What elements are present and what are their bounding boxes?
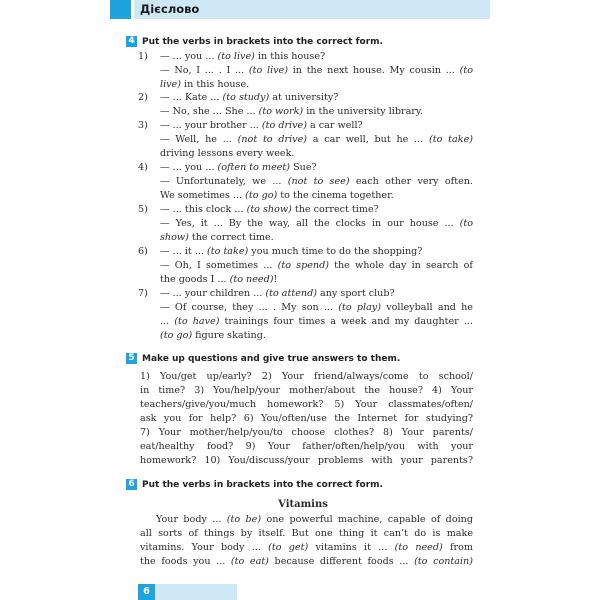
exercise-line: — ... it ... (to take) you much time to do the shopping? bbox=[160, 246, 423, 257]
item-number: 4) bbox=[138, 162, 148, 173]
exercise-4-heading bbox=[126, 36, 383, 47]
item-number: 7) bbox=[138, 288, 148, 299]
page-number: 6 bbox=[138, 584, 155, 600]
item-number: 2) bbox=[138, 92, 148, 103]
item-number: 1) bbox=[138, 51, 148, 62]
exercise-line: — No, she ... She ... (to work) in the university library. bbox=[160, 106, 424, 117]
exercise-line: (to go) figure skating. bbox=[160, 330, 266, 341]
exercise-6-heading bbox=[126, 479, 383, 490]
exercise-line: homework? 10) You/discuss/your problems with your parents? bbox=[140, 455, 473, 466]
section-title: Дієслово bbox=[140, 2, 200, 16]
exercise-line: 1) You/get up/early? 2) Your friend/always/come to school/ bbox=[140, 371, 473, 382]
header-tab-marker bbox=[110, 0, 131, 19]
exercise-number-badge: 6 bbox=[126, 479, 137, 490]
exercise-line: — ... your brother ... (to drive) a car well? bbox=[160, 120, 363, 131]
exercise-line: driving lessons every week. bbox=[160, 148, 295, 159]
footer-bar bbox=[155, 584, 237, 600]
exercise-line: 7) Your mother/help/you/to choose clothes? 8) Your parents/ bbox=[140, 427, 473, 438]
exercise-line: — No, I ... . I ... (to live) in the next house. My cousin ... (to bbox=[160, 65, 473, 76]
exercise-line: — Well, he ... (not to drive) a car well, but he ... (to take) bbox=[160, 134, 473, 145]
exercise-line: — ... you ... (often to meet) Sue? bbox=[160, 162, 317, 173]
exercise-instruction: Make up questions and give true answers to them. bbox=[142, 353, 401, 364]
exercise-number-badge: 5 bbox=[126, 353, 137, 364]
item-number: 3) bbox=[138, 120, 148, 131]
exercise-line: Your body ... (to be) one powerful machine, capable of doing bbox=[156, 514, 473, 525]
exercise-line: the foods you ... (to eat) because different foods ... (to contain) bbox=[140, 556, 473, 567]
exercise-line: vitamins. Your body ... (to get) vitamins it ... (to need) from bbox=[140, 542, 473, 553]
exercise-line: — ... this clock ... (to show) the correct time? bbox=[160, 204, 379, 215]
exercise-line: teachers/give/you/much homework? 5) Your classmates/often/ bbox=[140, 399, 473, 410]
exercise-5-heading bbox=[126, 353, 400, 364]
item-number: 6) bbox=[138, 246, 148, 257]
exercise-line: — Yes, it ... By the way, all the clocks in our house ... (to bbox=[160, 218, 473, 229]
text-title: Vitamins bbox=[278, 499, 328, 510]
exercise-line: We sometimes ... (to go) to the cinema together. bbox=[160, 190, 394, 201]
exercise-line: — Unfortunately, we ... (not to see) each other very often. bbox=[160, 176, 473, 187]
exercise-line: all sorts of things by itself. But one thing it can’t do is make bbox=[140, 528, 473, 539]
exercise-instruction: Put the verbs in brackets into the correct form. bbox=[142, 36, 383, 47]
section-header bbox=[110, 0, 490, 19]
exercise-line: — ... you ... (to live) in this house? bbox=[160, 51, 326, 62]
exercise-instruction: Put the verbs in brackets into the correct form. bbox=[142, 479, 383, 490]
exercise-line: — ... your children ... (to attend) any sport club? bbox=[160, 288, 395, 299]
exercise-line: ... (to have) trainings four times a week and my daughter ... bbox=[160, 316, 473, 327]
exercise-line: the goods I ... (to need)! bbox=[160, 274, 278, 285]
exercise-line: live) in this house. bbox=[160, 79, 250, 90]
exercise-line: eat/healthy food? 9) Your father/often/help/you with your bbox=[140, 441, 473, 452]
exercise-line: — Of course, they ... . My son ... (to play) volleyball and he bbox=[160, 302, 473, 313]
exercise-line: ask you for help? 6) You/often/use the Internet for studying? bbox=[140, 413, 473, 424]
exercise-line: show) the correct time. bbox=[160, 232, 274, 243]
exercise-line: in time? 3) You/help/your mother/about the house? 4) Your bbox=[140, 385, 473, 396]
item-number: 5) bbox=[138, 204, 148, 215]
exercise-number-badge: 4 bbox=[126, 36, 137, 47]
exercise-line: — Oh, I sometimes ... (to spend) the whole day in search of bbox=[160, 260, 473, 271]
exercise-line: — ... Kate ... (to study) at university? bbox=[160, 92, 339, 103]
